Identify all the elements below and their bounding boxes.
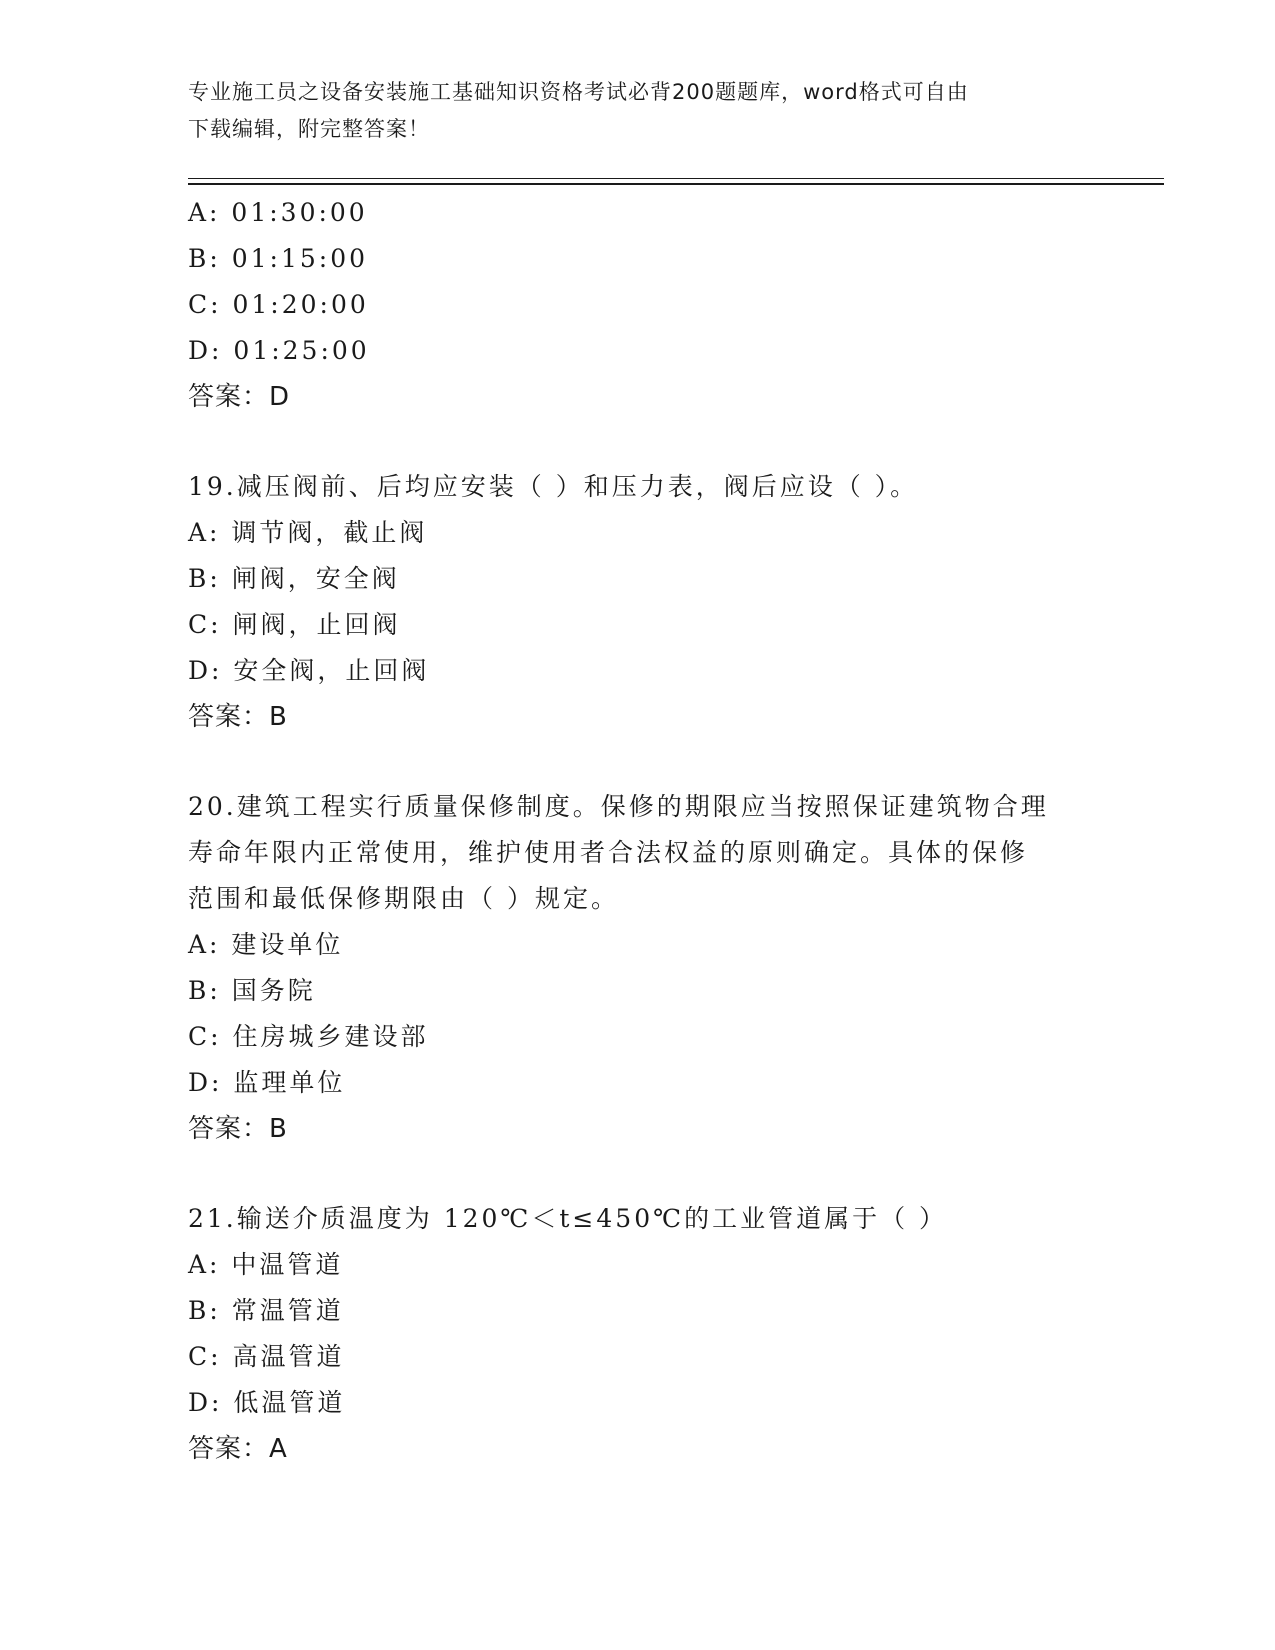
answer: 答案：B bbox=[188, 1114, 288, 1144]
answer: 答案：D bbox=[188, 382, 291, 412]
option-d: D: 01:25:00 bbox=[188, 336, 370, 365]
option-d: D: 安全阀，止回阀 bbox=[188, 656, 430, 685]
option-c: C: 住房城乡建设部 bbox=[188, 1022, 429, 1051]
option-c: C: 闸阀，止回阀 bbox=[188, 610, 401, 639]
header-divider-thick bbox=[188, 183, 1164, 185]
document-header bbox=[188, 74, 1088, 148]
option-a: A: 建设单位 bbox=[188, 930, 344, 959]
option-b: B: 常温管道 bbox=[188, 1296, 344, 1325]
option-c: C: 01:20:00 bbox=[188, 290, 369, 319]
option-b: B: 国务院 bbox=[188, 976, 316, 1005]
question-stem-line-3: 范围和最低保修期限由（ ）规定。 bbox=[188, 884, 619, 913]
answer: 答案：A bbox=[188, 1434, 288, 1464]
option-c: C: 高温管道 bbox=[188, 1342, 345, 1371]
header-line-2: 下载编辑，附完整答案！ bbox=[188, 117, 430, 141]
option-b: B: 闸阀，安全阀 bbox=[188, 564, 400, 593]
question-stem: 21.输送介质温度为 120℃＜t≤450℃的工业管道属于（ ） bbox=[188, 1204, 948, 1233]
option-a: A: 调节阀，截止阀 bbox=[188, 518, 428, 547]
question-stem-line-2: 寿命年限内正常使用，维护使用者合法权益的原则确定。具体的保修 bbox=[188, 838, 1029, 867]
question-21 bbox=[188, 1196, 1088, 1472]
question-stem-line-1: 20.建筑工程实行质量保修制度。保修的期限应当按照保证建筑物合理 bbox=[188, 792, 1049, 821]
option-d: D: 低温管道 bbox=[188, 1388, 346, 1417]
header-divider-thin bbox=[188, 178, 1164, 179]
question-19 bbox=[188, 464, 1088, 740]
question-list bbox=[188, 190, 1088, 1472]
option-d: D: 监理单位 bbox=[188, 1068, 346, 1097]
option-a: A: 中温管道 bbox=[188, 1250, 344, 1279]
question-stem: 19.减压阀前、后均应安装（ ）和压力表，阀后应设（ ）。 bbox=[188, 472, 919, 501]
option-a: A: 01:30:00 bbox=[188, 198, 368, 227]
answer: 答案：B bbox=[188, 702, 288, 732]
question-18 bbox=[188, 190, 1088, 420]
header-line-1: 专业施工员之设备安装施工基础知识资格考试必背200题题库，word格式可自由 bbox=[188, 80, 969, 104]
option-b: B: 01:15:00 bbox=[188, 244, 369, 273]
question-20 bbox=[188, 784, 1088, 1152]
